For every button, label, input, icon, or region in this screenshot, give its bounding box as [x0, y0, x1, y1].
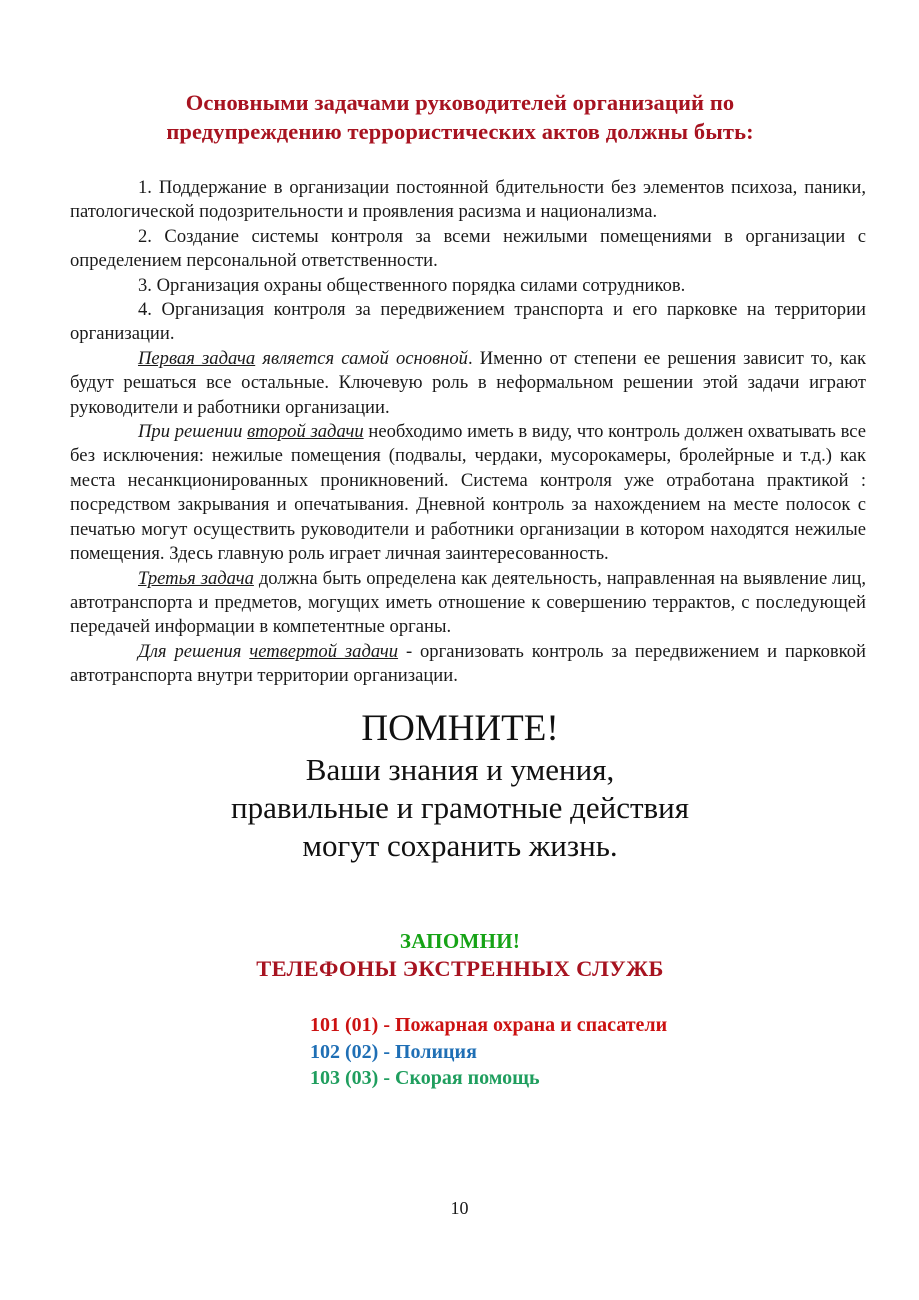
remember-callout — [110, 706, 810, 865]
paragraph-item-1-text: 1. Поддержание в организации постоянной бдительности без элементов психоза, паники, патологической подозрительности и проявления расизма и национализма. — [70, 177, 866, 223]
phone-service-fire: Пожарная охрана и спасатели — [395, 1014, 668, 1036]
paragraph-item-1 — [70, 176, 866, 225]
phone-number-police: 102 (02) — [310, 1040, 379, 1063]
phone-service-police: Полиция — [395, 1040, 477, 1063]
remember-line-2: правильные и грамотные действия — [230, 790, 690, 825]
phone-number-fire: 101 (01) — [310, 1014, 379, 1036]
emergency-phone-list — [310, 1012, 790, 1092]
body-text — [70, 176, 866, 689]
second-task-italic: При решении — [138, 421, 248, 443]
first-task-italic: является самой основной — [255, 347, 468, 369]
remember-title: ПОМНИТЕ! — [361, 708, 559, 749]
emergency-services-title: ТЕЛЕФОНЫ ЭКСТРЕННЫХ СЛУЖБ — [256, 956, 664, 981]
paragraph-item-3-text: 3. Организация охраны общественного порядка силами сотрудников. — [138, 274, 686, 296]
phone-number-ambulance: 103 (03) — [310, 1067, 379, 1089]
paragraph-third-task — [70, 567, 866, 640]
first-task-body: . Именно от степени ее решения зависит то, как будут решаться все остальные. Ключевую роль в неформальном решении этой задачи играют руководители и работники организации. — [70, 347, 866, 418]
paragraph-first-task — [70, 347, 866, 420]
emergency-remember-label: ЗАПОМНИ! — [399, 929, 521, 953]
paragraph-second-task — [70, 420, 866, 566]
third-task-emphasis: Третья задача — [138, 567, 254, 589]
page-number: 10 — [450, 1198, 469, 1218]
paragraph-fourth-task — [70, 640, 866, 689]
phone-line-police — [310, 1039, 790, 1066]
paragraph-item-4-text: 4. Организация контроля за передвижением транспорта и его парковке на территории организации. — [70, 299, 866, 345]
page-title-line-1: Основными задачами руководителей организаций по — [185, 90, 735, 115]
paragraph-item-2-text: 2. Создание системы контроля за всеми нежилыми помещениями в организации с определением персональной ответственности. — [70, 225, 866, 272]
phone-dash-fire: - — [378, 1014, 395, 1036]
phone-line-fire — [310, 1012, 790, 1039]
page-title-line-2: предупреждению террористических актов должны быть: — [166, 119, 754, 144]
second-task-emphasis: второй задачи — [247, 421, 364, 443]
phone-dash-ambulance: - — [378, 1067, 395, 1089]
phone-dash-police: - — [378, 1040, 395, 1063]
paragraph-item-3 — [70, 274, 866, 298]
paragraph-item-2 — [70, 225, 866, 274]
second-task-body: необходимо иметь в виду, что контроль должен охватывать все без исключения: нежилые помещения (подвалы, чердаки, мусорокамеры, бролейрные и т.д.) как места несанкционированных проникновений. Система контроля уже отработана практикой : посредством закрывания и опечатывания. Дневной контроль за нахождением на месте полосок с печатью могут осуществить руководители и работники организации в котором находятся нежилые помещения. Здесь главную роль играет личная заинтересованность. — [70, 421, 866, 565]
fourth-task-emphasis: четвертой задачи — [249, 640, 399, 662]
emergency-services-heading — [110, 928, 810, 983]
third-task-body: должна быть определена как деятельность, направленная на выявление лиц, автотранспорта и предметов, могущих иметь отношение к совершению террактов, с последующей передачей информации в компетентные органы. — [70, 567, 866, 638]
page-title — [110, 88, 810, 146]
fourth-task-italic: Для решения — [138, 640, 250, 662]
phone-line-ambulance — [310, 1065, 790, 1092]
phone-service-ambulance: Скорая помощь — [395, 1067, 540, 1089]
first-task-emphasis: Первая задача — [138, 347, 256, 369]
remember-line-1: Ваши знания и умения, — [305, 752, 615, 787]
fourth-task-body: - организовать контроль за передвижением и парковкой автотранспорта внутри территории организации. — [70, 640, 866, 687]
paragraph-item-4 — [70, 298, 866, 347]
remember-line-3: могут сохранить жизнь. — [302, 828, 618, 863]
